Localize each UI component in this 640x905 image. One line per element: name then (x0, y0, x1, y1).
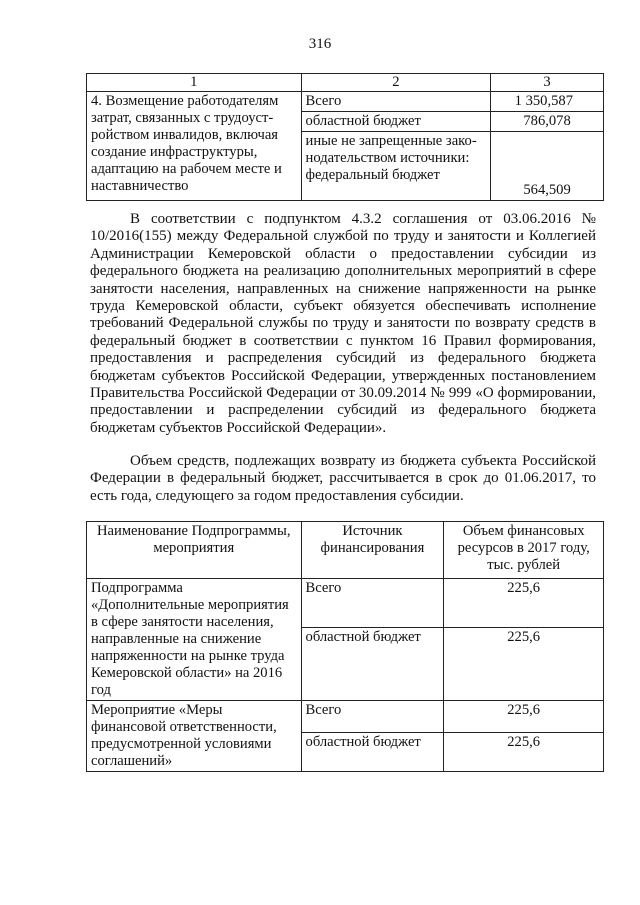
funding-value: 225,6 (444, 579, 604, 628)
funding-value: 225,6 (444, 701, 604, 733)
funding-source: Всего (301, 92, 491, 112)
paragraph-text: В соответствии с подпунктом 4.3.2 соглашения от 03.06.2016 № 10/2016(155) между Федеральной службой по труду и занятости и Коллегией Администрации Кемеровской области о предоставлении субсидии из федерального бюджета на реализацию дополнительных мероприятий в сфере занятости населения, направленных на снижение напряженности на рынке труда Кемеровской области, субъект обязуется обеспечивать исполнение требований Федеральной службы по труду и занятости по возврату средств в федеральный бюджет в соответствии с пунктом 16 Правил формирования, предоставления и распределения субсидий из федерального бюджета бюджетам субъектов Российской Федерации, утвержденных постановлением Правительства Российской Федерации от 30.09.2014 № 999 «О формировании, предоставлении и распределении субсидий из федерального бюджета бюджетам субъектов Российской Федерации». (90, 211, 596, 436)
column-number: 3 (491, 74, 604, 92)
funding-source: иные не запрещенные зако-нодательством источники: федеральный бюджет (301, 132, 491, 201)
table-row (87, 701, 604, 733)
subprogram-name: Подпрограмма «Дополнительные мероприятия в сфере занятости населения, направленные на снижение напряженности на рынке труда Кемеровской области» на 2016 год (87, 579, 302, 701)
budget-table-1 (86, 73, 604, 201)
table-header-row (87, 522, 604, 579)
paragraph-repayment-obligation (90, 211, 596, 437)
funding-source: Всего (301, 701, 444, 733)
budget-table-2 (86, 521, 604, 772)
funding-source: областной бюджет (301, 112, 491, 132)
table-header-row (87, 74, 604, 92)
funding-value: 1 350,587 (491, 92, 604, 112)
funding-source: Всего (301, 579, 444, 628)
column-number: 1 (87, 74, 302, 92)
header-name: Наименование Подпрограммы, мероприятия (87, 522, 302, 579)
funding-value: 225,6 (444, 733, 604, 772)
funding-source: областной бюджет (301, 733, 444, 772)
column-number: 2 (301, 74, 491, 92)
measure-name: 4. Возмещение работодателям затрат, связанных с трудоуст-ройством инвалидов, включая создание инфраструктуры, адаптацию на рабочем месте и наставничество (87, 92, 302, 201)
header-volume: Объем финансовых ресурсов в 2017 году, тыс. рублей (444, 522, 604, 579)
table-row (87, 579, 604, 628)
funding-value: 564,509 (491, 132, 604, 201)
funding-source: областной бюджет (301, 628, 444, 701)
table-row (87, 92, 604, 112)
measure-name: Мероприятие «Меры финансовой ответственности, предусмотренной условиями соглашений» (87, 701, 302, 772)
header-source: Источник финансирования (301, 522, 444, 579)
funding-value: 225,6 (444, 628, 604, 701)
paragraph-text: Объем средств, подлежащих возврату из бюджета субъекта Российской Федерации в федеральный бюджет, рассчитывается в срок до 01.06.2017, то есть года, следующего за годом предоставления субсидии. (90, 453, 596, 504)
page-number: 316 (308, 36, 332, 52)
paragraph-repayment-volume (90, 453, 596, 505)
funding-value: 786,078 (491, 112, 604, 132)
